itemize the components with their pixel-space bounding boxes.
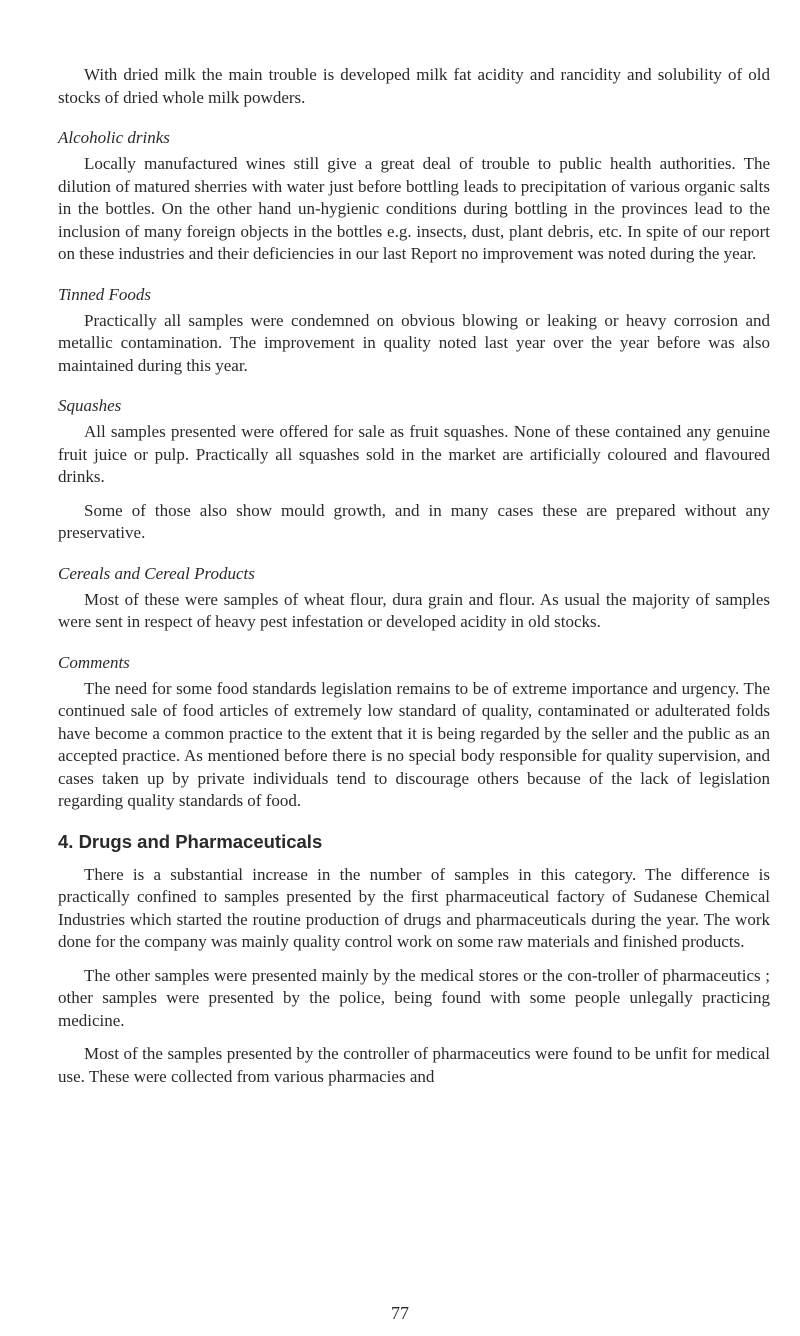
paragraph-alcoholic-drinks: Locally manufactured wines still give a great deal of trouble to public health authorities. The dilution of matured sherries with water just before bottling leads to precipitation of various organic salts in the bottles. On the other hand un-hygienic conditions during bottling in the provinces lead to the inclusion of many foreign objects in the bottles e.g. insects, dust, plant debris, etc. In spite of our report on these industries and their deficiencies in our last Report no improvement was noted during the year. [58, 154, 770, 263]
paragraph-drugs-1: There is a substantial increase in the number of samples in this category. The difference is practically confined to samples presented by the first pharmaceutical factory of Sudanese Chemical Industries which started the routine production of drugs and pharmaceuticals during the year. The work done for the company was mainly quality control work on some raw materials and finished products. [58, 864, 770, 951]
section-heading-tinned-foods: Tinned Foods [58, 284, 152, 304]
section-heading-comments: Comments [58, 652, 130, 672]
paragraph-comments: The need for some food standards legislation remains to be of extreme importance and urgency. The continued sale of food articles of extremely low standard of quality, contaminated or adulterated folds have become a common practice to the extent that it is being regarded by the seller and the public as an accepted practice. As mentioned before there is no special body responsible for quality supervision, and cases taken up by private individuals tend to discourage others because of the lack of legislation regarding quality standards of food. [58, 678, 770, 810]
page-number: 77 [391, 1303, 409, 1323]
paragraph-squashes-2: Some of those also show mould growth, and in many cases these are prepared without any preservative. [58, 500, 770, 542]
paragraph-cereals: Most of these were samples of wheat flour, dura grain and flour. As usual the majority of samples were sent in respect of heavy pest infestation or developed acidity in old stocks. [58, 589, 770, 631]
paragraph-squashes-1: All samples presented were offered for sale as fruit squashes. None of these contained any genuine fruit juice or pulp. Practically all squashes sold in the market are artificially coloured and flavoured drinks. [58, 422, 770, 486]
intro-paragraph: With dried milk the main trouble is developed milk fat acidity and rancidity and solubility of old stocks of dried whole milk powders. [58, 65, 770, 107]
section-heading-squashes: Squashes [58, 396, 122, 415]
section-heading-cereals: Cereals and Cereal Products [58, 563, 255, 583]
paragraph-tinned-foods: Practically all samples were condemned on obvious blowing or leaking or heavy corrosion and metallic contamination. The improvement in quality noted last year over the year before was also maintained during this year. [58, 310, 770, 375]
paragraph-drugs-2: The other samples were presented mainly by the medical stores or the con-troller of pharmaceutics ; other samples were presented by the police, being found with some people unlegally practicing medicine. [58, 965, 770, 1030]
section-heading-alcoholic-drinks: Alcoholic drinks [58, 128, 170, 147]
paragraph-drugs-3: Most of the samples presented by the controller of pharmaceutics were found to be unfit for medical use. These were collected from various pharmacies and [58, 1044, 770, 1086]
section-heading-drugs-pharmaceuticals: 4. Drugs and Pharmaceuticals [58, 830, 323, 852]
